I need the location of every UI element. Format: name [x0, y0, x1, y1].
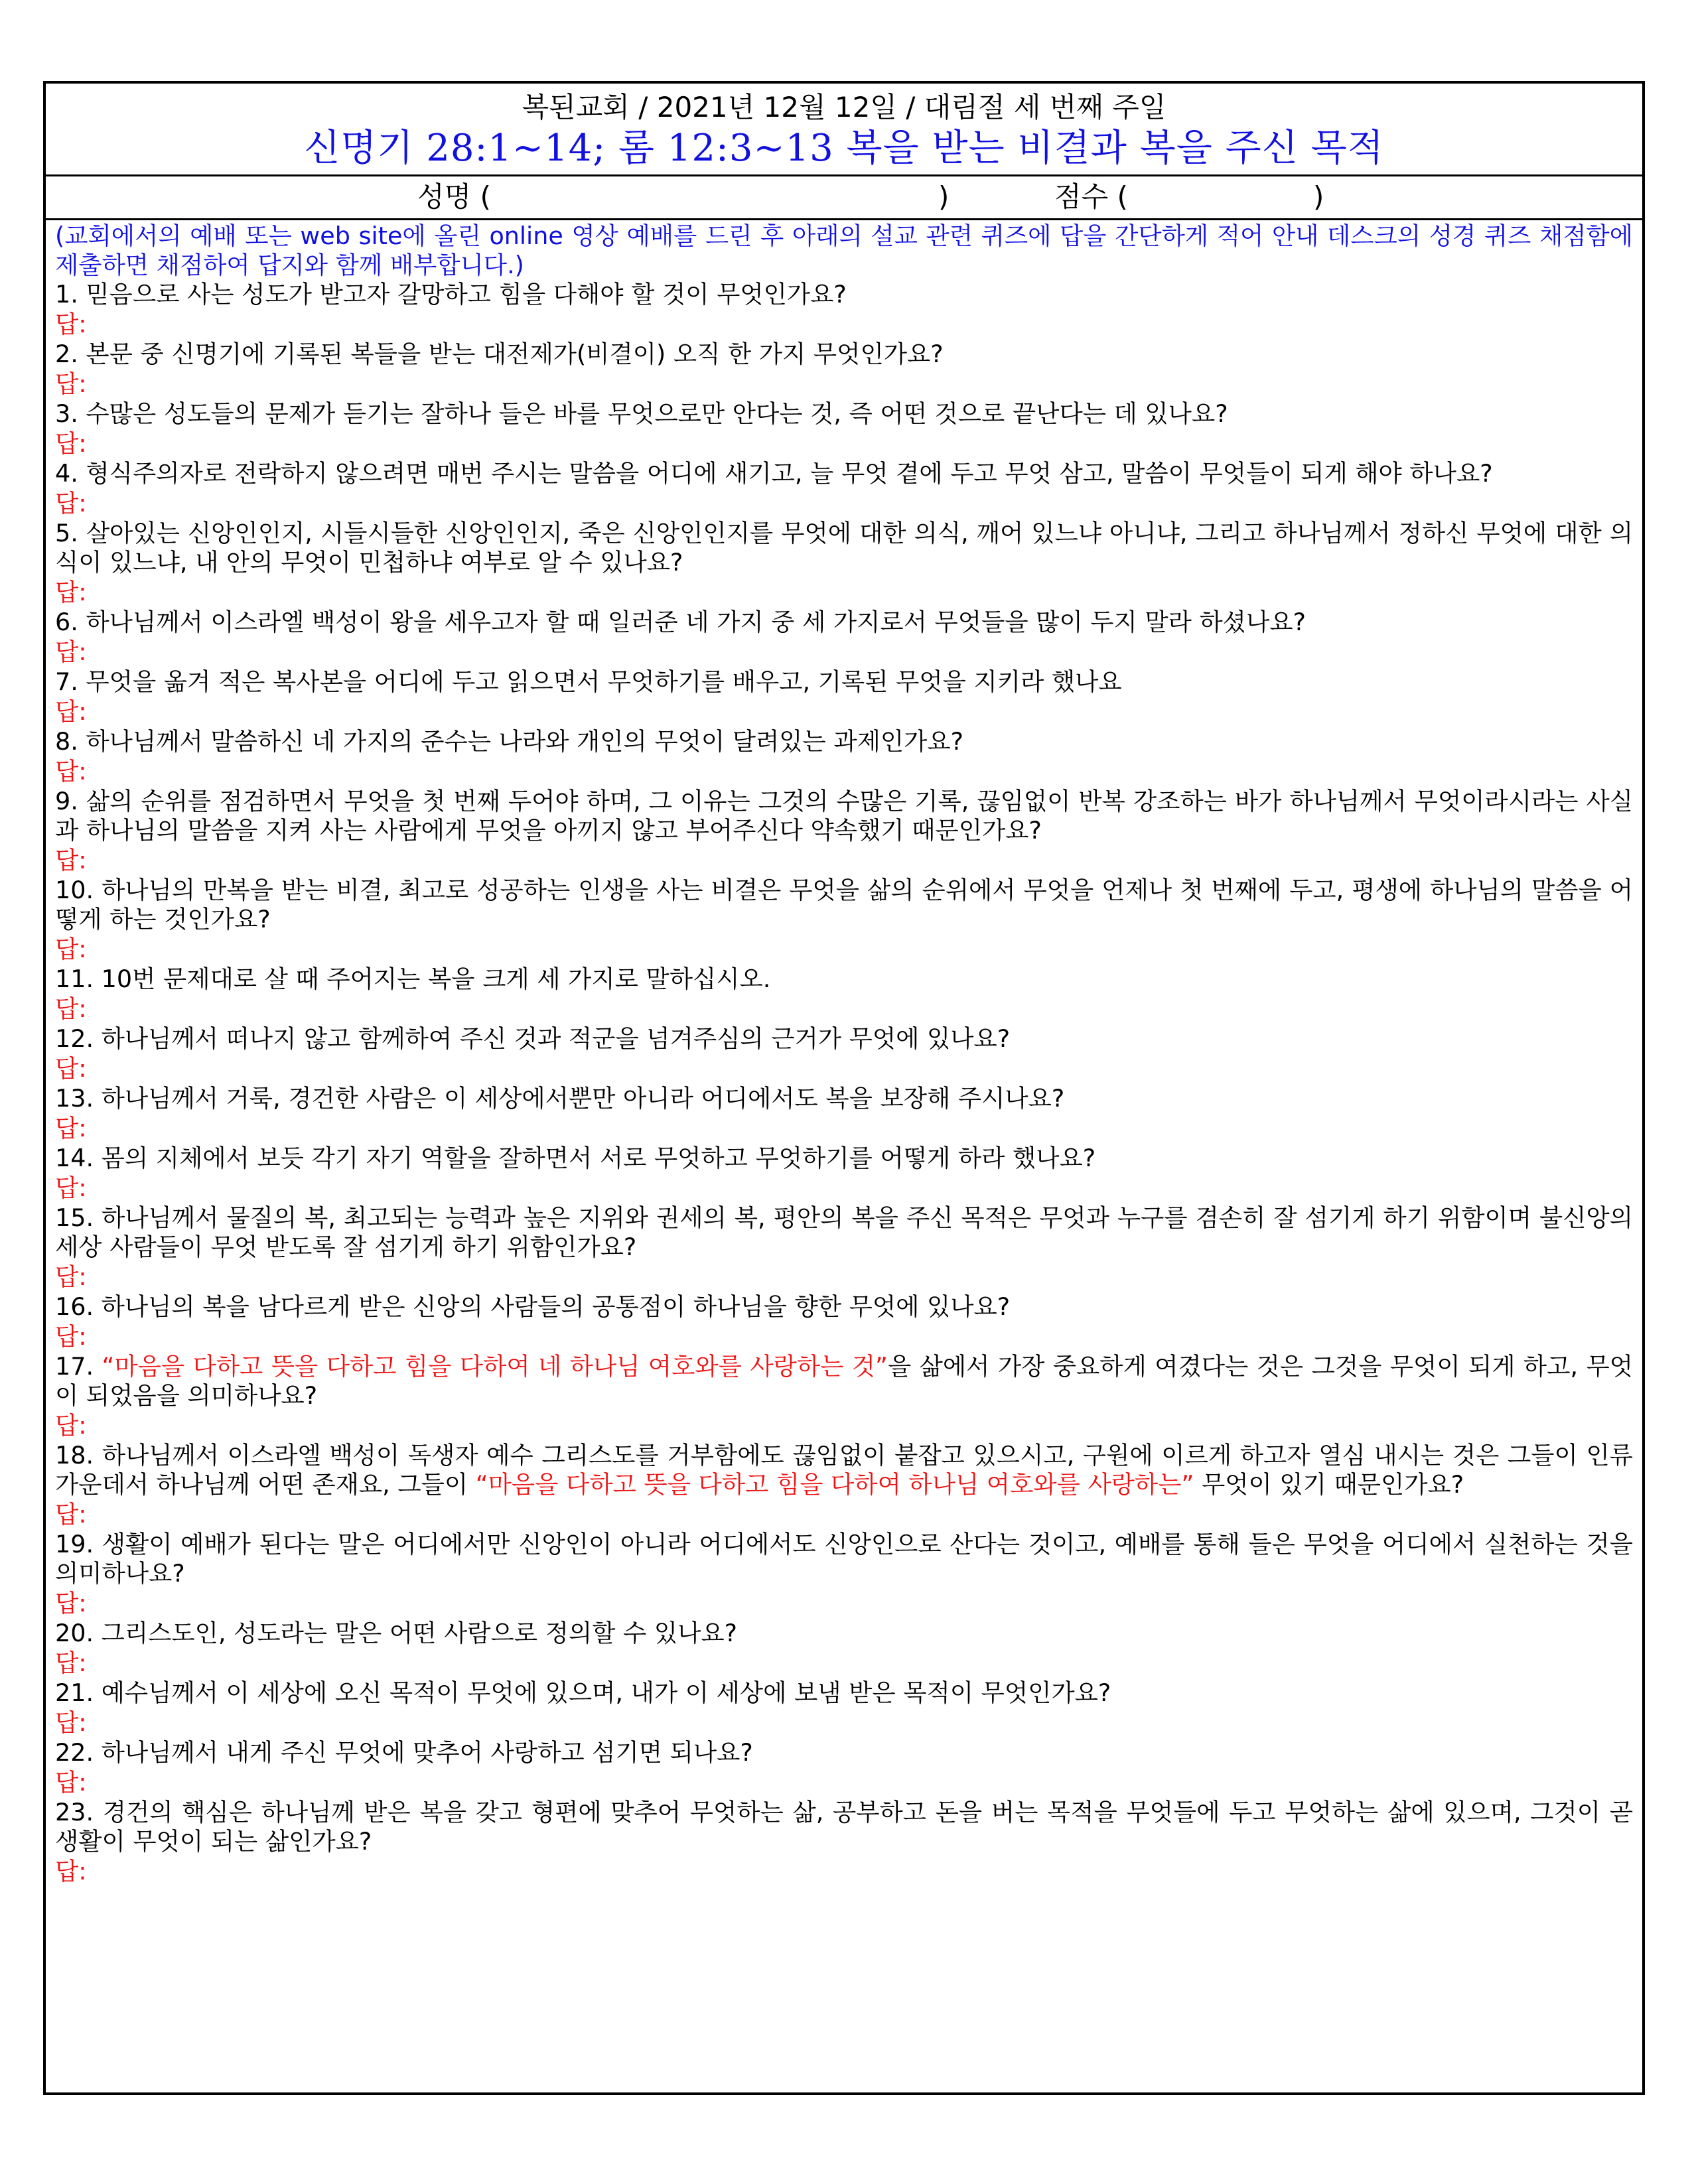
- answer-label: 답:: [55, 638, 87, 666]
- question-9: 9. 삶의 순위를 점검하면서 무엇을 첫 번째 두어야 하며, 그 이유는 그것의 수많은 기록, 끊임없이 반복 강조하는 바가 하나님께서 무엇이라시라는 사실과 하나님의 말씀을 지켜 사는 사람에게 무엇을 아끼지 않고 부어주신다 약속했기 때문인가요?: [55, 787, 1633, 845]
- question-7: 7. 무엇을 옮겨 적은 복사본을 어디에 두고 읽으면서 무엇하기를 배우고, 기록된 무엇을 지키라 했나요: [55, 667, 1122, 696]
- question-5: 5. 살아있는 신앙인인지, 시들시들한 신앙인인지, 죽은 신앙인인지를 무엇에 대한 의식, 깨어 있느냐 아니냐, 그리고 하나님께서 정하신 무엇에 대한 의식이 있느냐, 내 안의 무엇이 민첩하냐 여부로 알 수 있나요?: [55, 519, 1633, 577]
- question-12: 12. 하나님께서 떠나지 않고 함께하여 주신 것과 적군을 넘겨주심의 근거가 무엇에 있나요?: [55, 1024, 1011, 1053]
- question-11: 11. 10번 문제대로 살 때 주어지는 복을 크게 세 가지로 말하십시오.: [55, 965, 771, 993]
- question-text: 무엇이 있기 때문인가요?: [1194, 1470, 1464, 1499]
- question-4: 4. 형식주의자로 전락하지 않으려면 매번 주시는 말씀을 어디에 새기고, 늘 무엇 곁에 두고 무엇 삼고, 말씀이 무엇들이 되게 해야 하나요?: [55, 459, 1493, 488]
- answer-label: 답:: [55, 1500, 87, 1529]
- score-close: ): [1313, 180, 1324, 213]
- answer-label: 답:: [55, 1054, 87, 1083]
- question-20: 20. 그리스도인, 성도라는 말은 어떤 사람으로 정의할 수 있나요?: [55, 1619, 738, 1647]
- answer-label: 답:: [55, 489, 87, 517]
- question-text: 17.: [55, 1352, 102, 1381]
- question-15: 15. 하나님께서 물질의 복, 최고되는 능력과 높은 지위와 권세의 복, 평안의 복을 주신 목적은 무엇과 누구를 겸손히 잘 섬기게 하기 위함이며 불신앙의 세상 사람들이 무엇 받도록 잘 섬기게 하기 위함인가요?: [55, 1203, 1633, 1261]
- answer-label: 답:: [55, 935, 87, 963]
- question-21: 21. 예수님께서 이 세상에 오신 목적이 무엇에 있으며, 내가 이 세상에 보냄 받은 목적이 무엇인가요?: [55, 1678, 1111, 1707]
- question-13: 13. 하나님께서 거룩, 경건한 사람은 이 세상에서뿐만 아니라 어디에서도 복을 보장해 주시나요?: [55, 1084, 1065, 1113]
- question-text: 을 삶에서 가장 중요하게 여겼다는 것은 그것을 무엇이 되게 하고, 무엇이 되었음을 의미하나요?: [55, 1352, 1633, 1410]
- answer-label: 답:: [55, 370, 87, 398]
- question-16: 16. 하나님의 복을 남다르게 받은 신앙의 사람들의 공통점이 하나님을 향한 무엇에 있나요?: [55, 1292, 1011, 1321]
- answer-label: 답:: [55, 1263, 87, 1291]
- answer-label: 답:: [55, 1708, 87, 1737]
- answer-label: 답:: [55, 310, 87, 338]
- answer-label: 답:: [55, 1589, 87, 1617]
- question-6: 6. 하나님께서 이스라엘 백성이 왕을 세우고자 할 때 일러준 네 가지 중 세 가지로서 무엇들을 많이 두지 말라 하셨나요?: [55, 608, 1306, 636]
- name-close: ): [938, 180, 950, 213]
- question-1: 1. 믿음으로 사는 성도가 받고자 갈망하고 힘을 다해야 할 것이 무엇인가요?: [55, 280, 847, 308]
- question-text: 18. 하나님께서 이스라엘 백성이 독생자 예수 그리스도를 거부함에도 끊임없이 붙잡고 있으시고, 구원에 이르게 하고자 열심 내시는 것은 그들이 인류 가운데서 하나님께 어떤 존재요, 그들이: [55, 1441, 1633, 1499]
- quiz-content: [46, 220, 1642, 1887]
- question-19: 19. 생활이 예배가 된다는 말은 어디에서만 신앙인이 아니라 어디에서도 신앙인으로 산다는 것이고, 예배를 통해 들은 무엇을 어디에서 실천하는 것을 의미하나요?: [55, 1530, 1633, 1588]
- sermon-title: 신명기 28:1~14; 롬 12:3~13 복을 받는 비결과 복을 주신 목적: [304, 127, 1384, 170]
- question-23: 23. 경건의 핵심은 하나님께 받은 복을 갖고 형편에 맞추어 무엇하는 삶, 공부하고 돈을 버는 목적을 무엇들에 두고 무엇하는 삶에 있으며, 그것이 곧 생활이 무엇이 되는 삶인가요?: [55, 1798, 1633, 1856]
- answer-label: 답:: [55, 697, 87, 726]
- name-score-row: [46, 176, 1642, 220]
- answer-label: 답:: [55, 1768, 87, 1797]
- answer-label: 답:: [55, 1649, 87, 1677]
- name-label: 성명 (: [417, 180, 491, 213]
- instruction-text: (교회에서의 예배 또는 web site에 올린 online 영상 예배를 드린 후 아래의 설교 관련 퀴즈에 답을 간단하게 적어 안내 데스크의 성경 퀴즈 채점함에 제출하면 채점하여 답지와 함께 배부합니다.): [55, 222, 1633, 279]
- question-8: 8. 하나님께서 말씀하신 네 가지의 준수는 나라와 개인의 무엇이 달려있는 과제인가요?: [55, 727, 964, 756]
- header: [46, 84, 1642, 176]
- answer-label: 답:: [55, 1322, 87, 1351]
- answer-label: 답:: [55, 1411, 87, 1440]
- question-17: [55, 1352, 1633, 1410]
- question-10: 10. 하나님의 만복을 받는 비결, 최고로 성공하는 인생을 사는 비결은 무엇을 삶의 순위에서 무엇을 언제나 첫 번째에 두고, 평생에 하나님의 말씀을 어떻게 하는 것인가요?: [55, 876, 1633, 933]
- question-2: 2. 본문 중 신명기에 기록된 복들을 받는 대전제가(비결이) 오직 한 가지 무엇인가요?: [55, 340, 944, 368]
- answer-label: 답:: [55, 1174, 87, 1202]
- question-18: [55, 1441, 1633, 1499]
- answer-label: 답:: [55, 757, 87, 785]
- answer-label: 답:: [55, 1857, 87, 1885]
- church-date-line: 복된교회 / 2021년 12월 12일 / 대림절 세 번째 주일: [522, 91, 1166, 123]
- question-14: 14. 몸의 지체에서 보듯 각기 자기 역할을 잘하면서 서로 무엇하고 무엇하기를 어떻게 하라 했나요?: [55, 1144, 1096, 1172]
- question-22: 22. 하나님께서 내게 주신 무엇에 맞추어 사랑하고 섬기면 되나요?: [55, 1738, 753, 1767]
- scripture-quote: “마음을 다하고 뜻을 다하고 힘을 다하여 하나님 여호와를 사랑하는”: [475, 1470, 1194, 1499]
- answer-label: 답:: [55, 846, 87, 874]
- question-3: 3. 수많은 성도들의 문제가 듣기는 잘하나 들은 바를 무엇으로만 안다는 것, 즉 어떤 것으로 끝난다는 데 있나요?: [55, 399, 1228, 428]
- score-label: 점수 (: [1054, 180, 1128, 213]
- answer-label: 답:: [55, 429, 87, 458]
- answer-label: 답:: [55, 994, 87, 1023]
- scripture-quote: “마음을 다하고 뜻을 다하고 힘을 다하여 네 하나님 여호와를 사랑하는 것”: [102, 1352, 888, 1381]
- quiz-sheet: [43, 81, 1645, 2095]
- answer-label: 답:: [55, 1114, 87, 1142]
- question-list: [55, 280, 1633, 1887]
- answer-label: 답:: [55, 578, 87, 606]
